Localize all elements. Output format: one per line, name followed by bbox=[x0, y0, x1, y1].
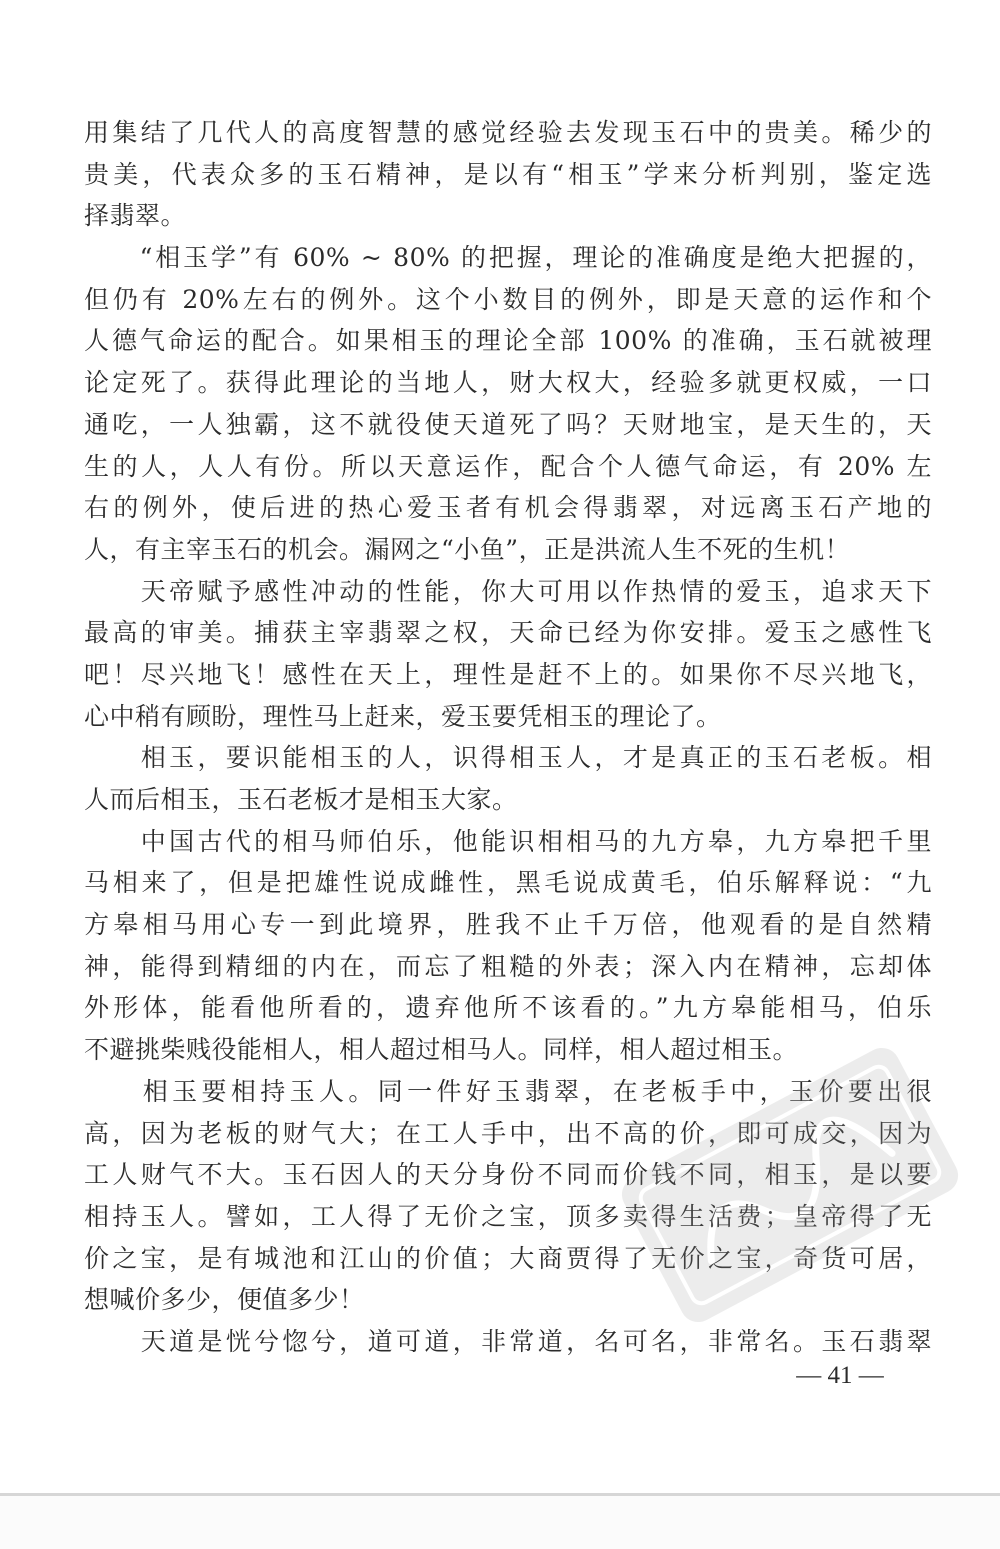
text-line: 天帝赋予感性冲动的性能，你大可用以作热情的爱玉，追求天下 bbox=[84, 576, 932, 606]
text-line: “相玉学”有 60% ~ 80% 的把握，理论的准确度是绝大把握的， bbox=[84, 243, 932, 273]
text-line: 相持玉人。譬如，工人得了无价之宝，顶多卖得生活费；皇帝得了无 bbox=[84, 1201, 932, 1231]
text-line: 人而后相玉，玉石老板才是相玉大家。 bbox=[84, 785, 518, 814]
text-line: 吧！尽兴地飞！感性在天上，理性是赶不上的。如果你不尽兴地飞， bbox=[84, 659, 932, 689]
text-line: 神，能得到精细的内在，而忘了粗糙的外表；深入内在精神，忘却体 bbox=[84, 951, 932, 981]
text-line: 但仍有 20%左右的例外。这个小数目的例外，即是天意的运作和个 bbox=[84, 284, 932, 314]
text-line: 用集结了几代人的高度智慧的感觉经验去发现玉石中的贵美。稀少的 bbox=[84, 118, 932, 147]
text-line: 择翡翠。 bbox=[84, 201, 187, 231]
text-line: 人德气命运的配合。如果相玉的理论全部 100% 的准确，玉石就被理 bbox=[84, 326, 932, 356]
text-line: 天道是恍兮惚兮，道可道，非常道，名可名，非常名。玉石翡翠 bbox=[84, 1326, 932, 1356]
page-bottom-margin bbox=[0, 1496, 1000, 1549]
text-line: 最高的审美。捕获主宰翡翠之权，天命已经为你安排。爱玉之感性飞 bbox=[84, 618, 932, 648]
text-line: 想喊价多少，便值多少！ bbox=[84, 1285, 365, 1315]
text-line: 价之宝，是有城池和江山的价值；大商贾得了无价之宝，奇货可居， bbox=[84, 1243, 932, 1273]
text-line: 工人财气不大。玉石因人的天分身份不同而价钱不同，相玉，是以要 bbox=[84, 1160, 932, 1190]
text-line: 心中稍有顾盼，理性马上赶来，爱玉要凭相玉的理论了。 bbox=[84, 701, 722, 731]
text-line: 不避挑柴贱役能相人，相人超过相马人。同样，相人超过相玉。 bbox=[84, 1035, 799, 1065]
text-line: 马相来了，但是把雄性说成雌性，黑毛说成黄毛，伯乐解释说：“九 bbox=[84, 868, 932, 898]
text-line: 方皋相马用心专一到此境界，胜我不止千万倍，他观看的是自然精 bbox=[84, 910, 932, 940]
text-line: 高，因为老板的财气大；在工人手中，出不高的价，即可成交，因为 bbox=[84, 1118, 932, 1148]
text-line: 贵美，代表众多的玉石精神，是以有“相玉”学来分析判别，鉴定选 bbox=[84, 159, 932, 189]
text-line: 通吃，一人独霸，这不就役使天道死了吗？天财地宝，是天生的，天 bbox=[84, 409, 932, 439]
text-line: 相玉，要识能相玉的人，识得相玉人，才是真正的玉石老板。相 bbox=[84, 743, 932, 773]
text-line: 中国古代的相马师伯乐，他能识相相马的九方皋，九方皋把千里 bbox=[84, 826, 932, 856]
body-text bbox=[84, 112, 932, 1363]
text-line: 生的人，人人有份。所以天意运作，配合个人德气命运，有 20% 左 bbox=[84, 451, 932, 481]
text-line: 相玉要相持玉人。同一件好玉翡翠，在老板手中，玉价要出很 bbox=[84, 1076, 932, 1106]
page-number: — 41 — bbox=[796, 1362, 884, 1389]
text-line: 外形体，能看他所看的，遗弃他所不该看的。”九方皋能相马，伯乐 bbox=[84, 993, 932, 1023]
text-line: 右的例外，使后进的热心爱玉者有机会得翡翠，对远离玉石产地的 bbox=[84, 493, 932, 523]
text-line: 论定死了。获得此理论的当地人，财大权大，经验多就更权威，一口 bbox=[84, 368, 932, 398]
text-line: 人，有主宰玉石的机会。漏网之“小鱼”，正是洪流人生不死的生机！ bbox=[84, 534, 851, 564]
